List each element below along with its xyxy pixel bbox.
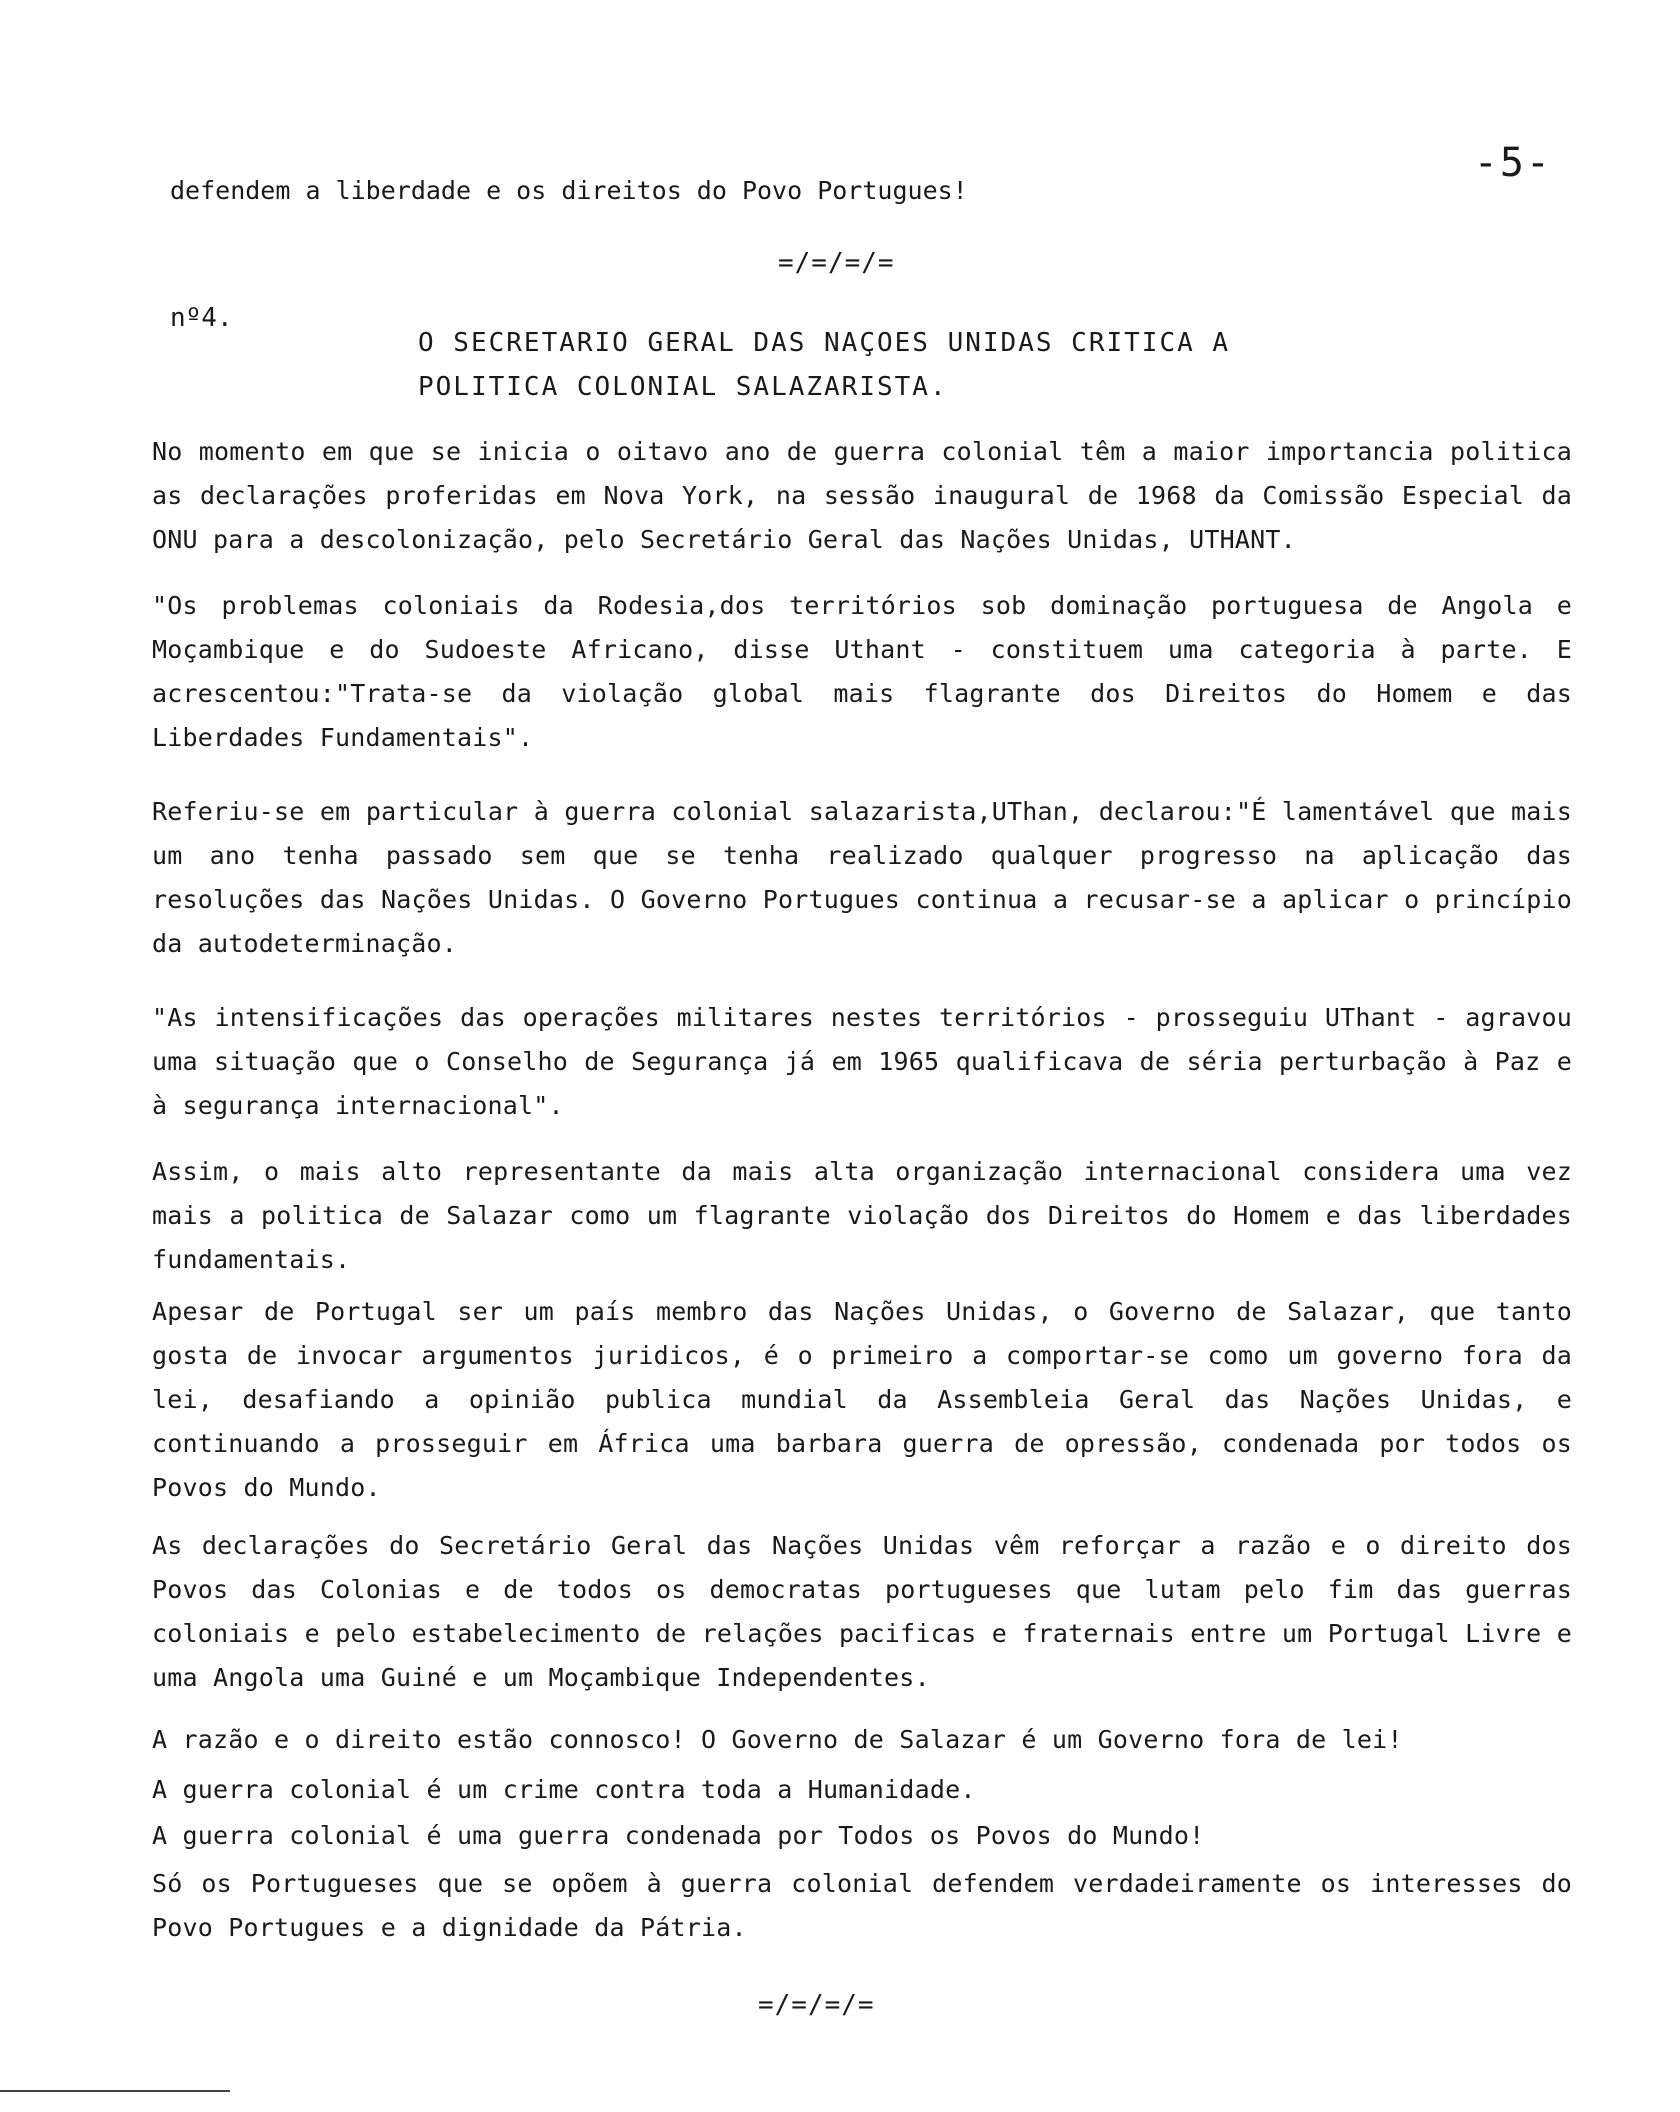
heading-line-2: POLITICA COLONIAL SALAZARISTA.: [418, 372, 948, 402]
separator-bottom: =/=/=/=: [758, 1990, 875, 2020]
paragraph-11: Só os Portugueses que se opõem à guerra colonial defendem verdadeiramente os interesses do Povo Portugues e a dignidade da Pátria.: [152, 1869, 1572, 1942]
paragraph-6: Apesar de Portugal ser um país membro das Nações Unidas, o Governo de Salazar, que tanto gosta de invocar argumentos juridicos, é o primeiro a comportar-se como um governo fora da lei, desafiando a opinião publica mundial da Assembleia Geral das Nações Unidas, e continuando a prosseguir em África uma barbara guerra de opressão, condenada por todos os Povos do Mundo.: [152, 1297, 1572, 1502]
paragraph-7: As declarações do Secretário Geral das Nações Unidas vêm reforçar a razão e o direito dos Povos das Colonias e de todos os democratas portugueses que lutam pelo fim das guerras coloniais e pelo estabelecimento de relações pacificas e fraternais entre um Portugal Livre e uma Angola uma Guiné e um Moçambique Independentes.: [152, 1531, 1572, 1692]
paragraph-9: A guerra colonial é um crime contra toda a Humanidade.: [152, 1775, 976, 1804]
paragraph-4: "As intensificações das operações militares nestes territórios - prosseguiu UThant - agravou uma situação que o Conselho de Segurança já em 1965 qualificava de séria perturbação à Paz e à segurança internacional".: [152, 1003, 1572, 1120]
paragraph-8: A razão e o direito estão connosco! O Governo de Salazar é um Governo fora de lei!: [152, 1725, 1403, 1754]
paragraph-10: A guerra colonial é uma guerra condenada por Todos os Povos do Mundo!: [152, 1821, 1205, 1850]
opening-line: defendem a liberdade e os direitos do Povo Portugues!: [170, 176, 968, 205]
paragraph-3: Referiu-se em particular à guerra colonial salazarista,UThan, declarou:"É lamentável que mais um ano tenha passado sem que se tenha realizado qualquer progresso na aplicação das resoluções das Nações Unidas. O Governo Portugues continua a recusar-se a aplicar o princípio da autodeterminação.: [152, 797, 1572, 958]
separator-top: =/=/=/=: [778, 248, 895, 278]
paragraph-2: "Os problemas coloniais da Rodesia,dos territórios sob dominação portuguesa de Angola e Moçambique e do Sudoeste Africano, disse Uthant - constituem uma categoria à parte. E acrescentou:"Trata-se da violação global mais flagrante dos Direitos do Homem e das Liberdades Fundamentais".: [152, 591, 1572, 752]
page-number: -5-: [1473, 140, 1552, 186]
heading-line-1: O SECRETARIO GERAL DAS NAÇOES UNIDAS CRITICA A: [418, 328, 1231, 358]
paragraph-5: Assim, o mais alto representante da mais alta organização internacional considera uma vez mais a politica de Salazar como um flagrante violação dos Direitos do Homem e das liberdades fundamentais.: [152, 1157, 1572, 1274]
paragraph-1: No momento em que se inicia o oitavo ano de guerra colonial têm a maior importancia politica as declarações proferidas em Nova York, na sessão inaugural de 1968 da Comissão Especial da ONU para a descolonização, pelo Secretário Geral das Nações Unidas, UTHANT.: [152, 437, 1572, 554]
item-number: nº4.: [170, 303, 233, 333]
page-edge-rule: [0, 2090, 230, 2092]
